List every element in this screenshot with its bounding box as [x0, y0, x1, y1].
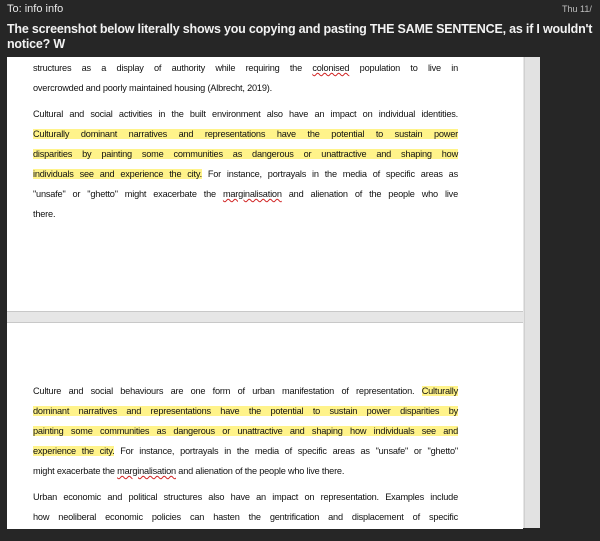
text-segment: "unsafe" or "ghetto" might exacerbate the: [33, 189, 223, 199]
text-segment: there.: [33, 209, 56, 219]
document-line: [33, 490, 458, 504]
misspelled-word: colonised: [312, 63, 350, 73]
highlighted-text: experience the city.: [33, 446, 115, 456]
text-segment: overcrowded and poorly maintained housing (Albrecht, 2019).: [33, 83, 272, 93]
text-segment: population to live in: [349, 63, 458, 73]
document-line: [33, 384, 458, 398]
document-page-1: [7, 57, 523, 312]
document-line: [33, 167, 458, 181]
misspelled-word: marginalisation: [222, 189, 282, 199]
text-segment: how neoliberal economic policies can hasten the gentrification and displacement of specific: [33, 512, 458, 522]
document-line: [33, 464, 458, 478]
email-recipient: To: info info: [7, 3, 64, 15]
text-segment: and alienation of the people who live: [281, 189, 458, 199]
document-line: [33, 107, 458, 121]
text-segment: Culture and social behaviours are one form of urban manifestation of representation.: [33, 386, 422, 396]
document-line: [33, 127, 458, 141]
highlighted-text: individuals see and experience the city.: [33, 169, 202, 179]
document-line: [33, 187, 458, 201]
text-segment: For instance, portrayals in the media of specific areas as "unsafe" or "ghetto": [114, 446, 458, 456]
embedded-screenshot: [7, 57, 540, 528]
document-line: [33, 510, 458, 524]
document-line: [33, 147, 458, 161]
document-line: [33, 207, 458, 221]
text-segment: and alienation of the people who live there.: [175, 466, 345, 476]
document-line: [33, 444, 458, 458]
highlighted-text: disparities by painting some communities as dangerous or unattractive and shaping how: [33, 149, 458, 159]
document-line: [33, 81, 458, 95]
document-line: [33, 424, 458, 438]
text-segment: For instance, portrayals in the media of specific areas as: [201, 169, 458, 179]
text-segment: Cultural and social activities in the built environment also have an impact on individual identities.: [33, 109, 458, 119]
document-line: [33, 404, 458, 418]
highlighted-text: painting some communities as dangerous or unattractive and shaping how individuals see and: [33, 426, 458, 436]
email-date: Thu 11/: [562, 4, 592, 14]
text-segment: might exacerbate the: [33, 466, 118, 476]
highlighted-text: Culturally dominant narratives and representations have the potential to sustain power: [33, 129, 458, 139]
vertical-scrollbar: [524, 57, 540, 528]
document-page-2: [7, 322, 523, 529]
highlighted-text: dominant narratives and representations have the potential to sustain power disparities by: [33, 406, 458, 416]
email-subject: The screenshot below literally shows you copying and pasting THE SAME SENTENCE, as if I wouldn't notice? W: [7, 22, 593, 51]
highlighted-text: Culturally: [421, 386, 458, 396]
text-segment: Urban economic and political structures also have an impact on representation. Examples include: [33, 492, 458, 502]
text-segment: structures as a display of authority while requiring the: [33, 63, 313, 73]
document-line: [33, 61, 458, 75]
misspelled-word: marginalisation: [117, 466, 176, 476]
